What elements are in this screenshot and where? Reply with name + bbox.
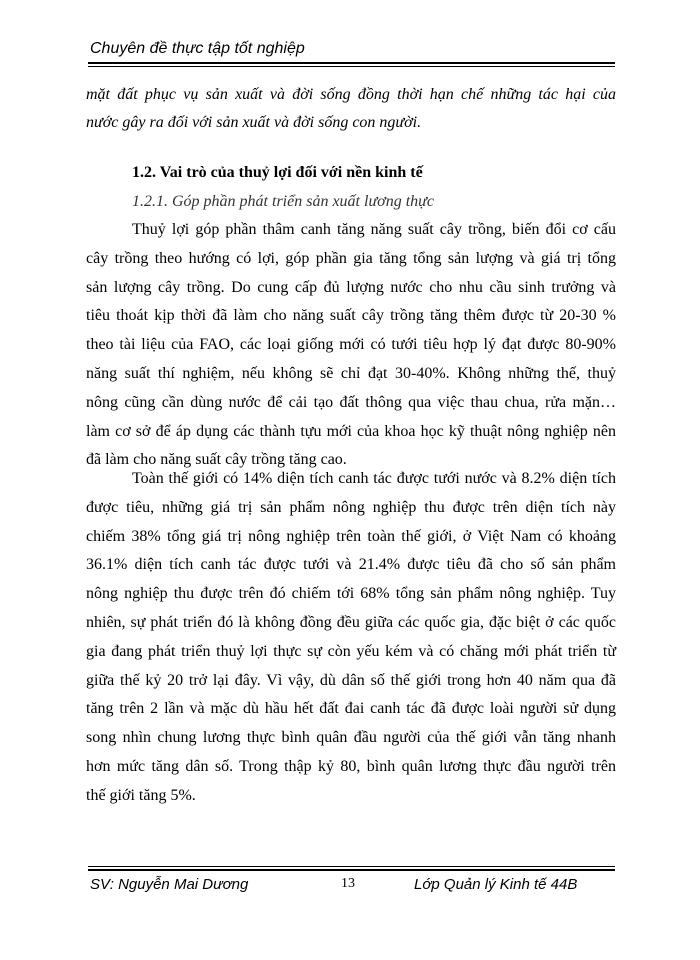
- paragraph-line: tăng trên 2 lần và mặc dù hầu hết đất đai canh tác đã được loài người sử dụng: [86, 700, 616, 718]
- paragraph-line: được tiêu, những giá trị sản phẩm nông nghiệp thu được trên diện tích này: [86, 498, 616, 516]
- paragraph-line: đã làm cho năng suất cây trồng tăng cao.: [86, 451, 347, 469]
- section-heading: 1.2. Vai trò của thuỷ lợi đối với nền kinh tế: [132, 164, 423, 181]
- intro-line-1: mặt đất phục vụ sản xuất và đời sống đồng thời hạn chế những tác hại của: [86, 86, 616, 103]
- footer-student: SV: Nguyễn Mai Dương: [90, 876, 249, 893]
- footer-class: Lớp Quản lý Kinh tế 44B: [414, 876, 578, 893]
- paragraph-line: năng suất thí nghiệm, nếu không sẽ chỉ đạt 30-40%. Không những thế, thuỷ: [86, 365, 616, 382]
- paragraph-line: giữa thế kỷ 20 trở lại đây. Vì vậy, dù dân số thế giới trong hơn 40 năm qua đã: [86, 671, 616, 689]
- paragraph-line: nhiên, sự phát triển đó là không đồng đều giữa các quốc gia, đặc biệt ở các quốc: [86, 614, 616, 631]
- header-rule: [88, 62, 615, 67]
- intro-line-2: nước gây ra đối với sản xuất và đời sống con người.: [86, 114, 422, 131]
- footer-rule: [88, 866, 615, 871]
- page-number: 13: [341, 876, 355, 891]
- paragraph-line: song nhìn chung lương thực bình quân đầu người của thế giới vẫn tăng nhanh: [86, 729, 616, 747]
- paragraph-line: nông cũng cần dùng nước để cải tạo đất thông qua việc thau chua, rửa mặn…: [86, 393, 616, 411]
- paragraph-line: làm cơ sở để áp dụng các thành tựu mới của khoa học kỹ thuật nông nghiệp nên: [86, 422, 616, 440]
- paragraph-line: cây trồng theo hướng có lợi, góp phần gia tăng tổng sản lượng và giá trị tổng: [86, 249, 616, 267]
- paragraph-line: tiêu thoát kịp thời đã làm cho năng suất cây trồng tăng thêm được từ 20-30 %: [86, 307, 616, 325]
- paragraph-line: nông nghiệp thu được trên đó chiếm tới 68% tổng sản phẩm nông nghiệp. Tuy: [86, 585, 616, 603]
- paragraph-line: sản lượng cây trồng. Do cung cấp đủ lượng nước cho nhu cầu sinh trưởng và: [86, 278, 616, 296]
- page-header-title: Chuyên đề thực tập tốt nghiệp: [90, 40, 305, 57]
- paragraph-line: Thuỷ lợi góp phần thâm canh tăng năng suất cây trồng, biến đổi cơ cấu: [132, 221, 616, 238]
- paragraph-line: gia đang phát triển thuỷ lợi thực sự còn yếu kém và có chăng mới phát triển từ: [86, 642, 616, 660]
- paragraph-line: 36.1% diện tích canh tác được tưới và 21.4% được tiêu đã cho số sản phẩm: [86, 556, 616, 574]
- paragraph-line: thế giới tăng 5%.: [86, 786, 196, 804]
- paragraph-line: theo tài liệu của FAO, các loại giống mới có tưới tiêu hợp lý đạt được 80-90%: [86, 336, 616, 354]
- paragraph-line: Toàn thế giới có 14% diện tích canh tác được tưới nước và 8.2% diện tích: [132, 470, 616, 487]
- paragraph-line: chiếm 38% tổng giá trị nông nghiệp trên toàn thế giới, ở Việt Nam có khoảng: [86, 527, 616, 545]
- paragraph-line: hơn mức tăng dân số. Trong thập kỷ 80, bình quân lương thực đầu người trên: [86, 758, 616, 775]
- subsection-heading: 1.2.1. Góp phần phát triển sản xuất lương thực: [132, 193, 434, 210]
